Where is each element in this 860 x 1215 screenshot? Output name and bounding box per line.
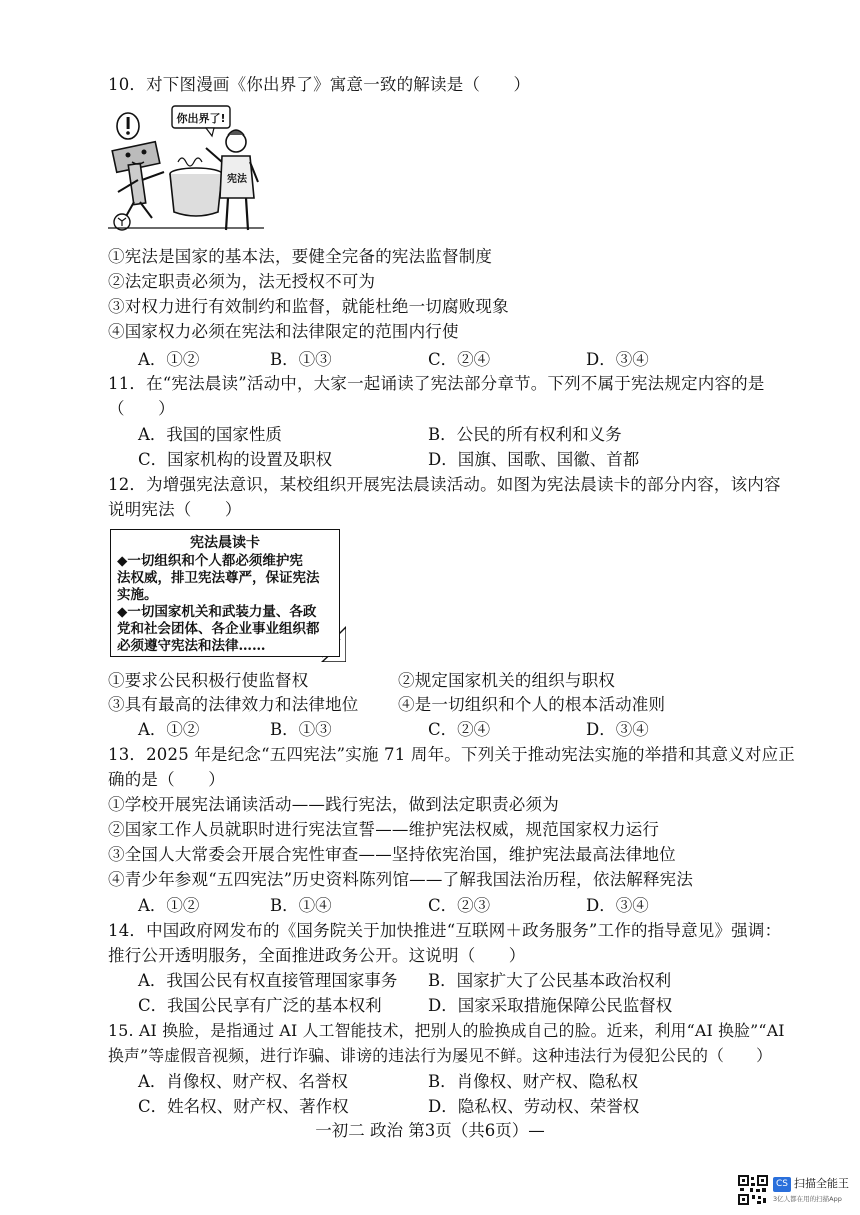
q10-option-c: C．②④ (428, 350, 491, 369)
cartoon-caption: 你出界了! (176, 112, 226, 125)
qr-code-icon (738, 1175, 768, 1205)
card-line-5: 党和社会团体、各企业事业组织都 (117, 621, 320, 637)
q13-statement-4: ④青少年参观“五四宪法”历史资料陈列馆——了解我国法治历程，依法解释宪法 (108, 870, 694, 889)
q13-statement-3: ③全国人大常委会开展合宪性审查——坚持依宪治国，维护宪法最高法律地位 (108, 845, 676, 864)
scanner-app-name: 扫描全能王 (794, 1177, 849, 1190)
q12-statement-4: ④是一切组织和个人的根本活动准则 (398, 695, 666, 714)
scanner-tagline: 3亿人都在用的扫描App (773, 1195, 842, 1203)
question-11-stem-cont: （ ） (108, 399, 175, 418)
q14-option-d: D．国家采取措施保障公民监督权 (428, 996, 673, 1015)
q12-option-d: D．③④ (586, 720, 649, 739)
card-line-6: 必须遵守宪法和法律…… (117, 638, 266, 654)
cartoon-label: 宪法 (227, 174, 247, 185)
q11-option-d: D．国旗、国歌、国徽、首都 (428, 450, 640, 469)
question-13-stem: 13．2025 年是纪念“五四宪法”实施 71 周年。下列关于推动宪法实施的举措和其意义对应正 (108, 745, 795, 764)
q15-option-a: A．肖像权、财产权、名誉权 (138, 1072, 348, 1091)
question-14-stem: 14．中国政府网发布的《国务院关于加快推进“互联网＋政务服务”工作的指导意见》强调： (108, 921, 782, 940)
q11-option-c: C．国家机构的设置及职权 (138, 450, 333, 469)
q12-statement-3: ③具有最高的法律效力和法律地位 (108, 695, 359, 714)
q14-option-b: B．国家扩大了公民基本政治权利 (428, 971, 672, 990)
q15-option-b: B．肖像权、财产权、隐私权 (428, 1072, 639, 1091)
question-13-stem-cont: 确的是（ ） (108, 770, 225, 789)
q10-option-d: D．③④ (586, 350, 649, 369)
scanner-watermark (738, 1175, 849, 1209)
q11-option-b: B．公民的所有权利和义务 (428, 425, 622, 444)
camscanner-logo-icon: CS (773, 1177, 791, 1192)
question-10-stem: 10．对下图漫画《你出界了》寓意一致的解读是（ ） (108, 75, 531, 94)
card-line-4: ◆一切国家机关和武装力量、各政 (117, 604, 317, 620)
q10-statement-1: ①宪法是国家的基本法，要健全完备的宪法监督制度 (108, 247, 493, 266)
q12-option-c: C．②④ (428, 720, 491, 739)
card-title: 宪法晨读卡 (190, 535, 260, 551)
card-line-2: 法权威，排卫宪法尊严，保证宪法 (117, 570, 320, 586)
q13-statement-2: ②国家工作人员就职时进行宪法宣誓——维护宪法权威，规范国家权力运行 (108, 820, 660, 839)
q13-option-c: C．②③ (428, 896, 491, 915)
q13-option-a: A．①② (138, 896, 200, 915)
q10-statement-2: ②法定职责必须为，法无授权不可为 (108, 272, 376, 291)
question-15-stem: 15. AI 换脸，是指通过 AI 人工智能技术，把别人的脸换成自己的脸。近来，利用“AI 换脸”“AI (108, 1021, 785, 1040)
q11-option-a: A．我国的国家性质 (138, 425, 282, 444)
q10-statement-4: ④国家权力必须在宪法和法律限定的范围内行使 (108, 322, 459, 341)
card-line-1: ◆一切组织和个人都必须维护宪 (117, 553, 303, 569)
q13-option-d: D．③④ (586, 896, 649, 915)
question-12-stem-cont: 说明宪法（ ） (108, 500, 242, 519)
q13-option-b: B．①④ (270, 896, 332, 915)
q12-option-a: A．①② (138, 720, 200, 739)
q14-option-c: C．我国公民享有广泛的基本权利 (138, 996, 382, 1015)
cartoon-you-are-out-of-bounds (108, 102, 264, 234)
q15-option-d: D．隐私权、劳动权、荣誉权 (428, 1097, 640, 1116)
q10-option-a: A．①② (138, 350, 200, 369)
card-body (110, 529, 340, 657)
q14-option-a: A．我国公民有权直接管理国家事务 (138, 971, 398, 990)
question-15-stem-cont: 换声”等虚假音视频，进行诈骗、诽谤的违法行为屡见不鲜。这种违法行为侵犯公民的（ ） (108, 1046, 773, 1065)
q12-option-b: B．①③ (270, 720, 332, 739)
q15-option-c: C．姓名权、财产权、著作权 (138, 1097, 349, 1116)
card-line-3: 实施。 (117, 587, 158, 603)
page-footer: 一初二 政治 第3页（共6页）— (315, 1121, 545, 1140)
q12-statement-2: ②规定国家机关的组织与职权 (398, 671, 616, 690)
q12-statement-1: ①要求公民积极行使监督权 (108, 671, 309, 690)
q10-statement-3: ③对权力进行有效制约和监督，就能杜绝一切腐败现象 (108, 297, 509, 316)
question-12-stem: 12．为增强宪法意识，某校组织开展宪法晨读活动。如图为宪法晨读卡的部分内容，该内容 (108, 475, 781, 494)
q13-statement-1: ①学校开展宪法诵读活动——践行宪法，做到法定职责必须为 (108, 795, 559, 814)
question-11-stem: 11．在“宪法晨读”活动中，大家一起诵读了宪法部分章节。下列不属于宪法规定内容的是 (108, 374, 765, 393)
q10-option-b: B．①③ (270, 350, 332, 369)
question-14-stem-cont: 推行公开透明服务，全面推进政务公开。这说明（ ） (108, 946, 526, 965)
constitution-reading-card (108, 527, 346, 662)
